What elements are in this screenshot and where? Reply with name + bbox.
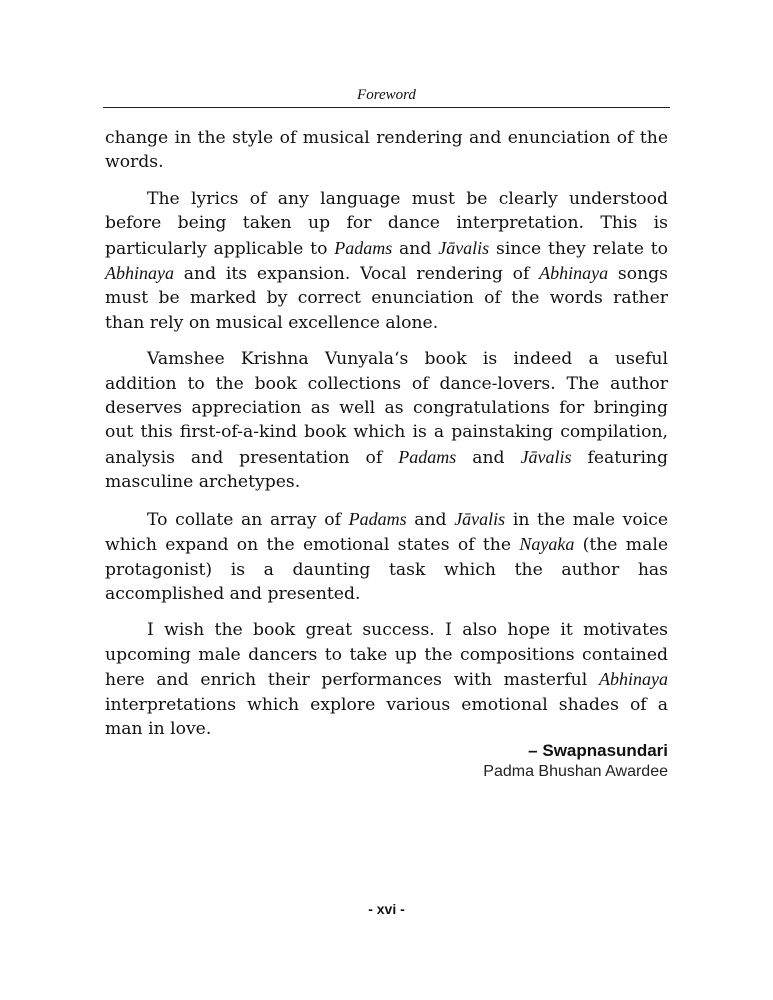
- italic-term: Abhinaya: [105, 263, 174, 284]
- text-run: and its expansion. Vocal rendering of: [174, 264, 540, 285]
- text-run: (the male protagonist) is a daunting task which the author has accomplished and presented.: [105, 535, 668, 604]
- italic-term: Padams: [334, 237, 393, 258]
- foreword-body: [105, 126, 668, 753]
- paragraph-5: [105, 618, 668, 741]
- header-title: Foreword: [357, 87, 416, 103]
- text-run: and: [456, 447, 521, 468]
- text-run: featuring masculine archetypes.: [105, 447, 669, 493]
- italic-term: Padams: [398, 446, 457, 467]
- text-run: I wish the book great success. I also hope it motivates upcoming male dancers to take up the compositions contained here and enrich their performances with masterful: [105, 620, 668, 691]
- signature-block: [483, 740, 668, 782]
- italic-term: Jāvalis: [438, 237, 490, 258]
- text-run: interpretations which explore various emotional shades of a man in love.: [105, 694, 668, 739]
- signature-title: Padma Bhushan Awardee: [483, 763, 668, 780]
- paragraph-1-text: change in the style of musical rendering and enunciation of the words.: [105, 128, 668, 173]
- page-number: - xvi -: [368, 901, 405, 917]
- header-rule: [103, 107, 670, 108]
- paragraph-1: [105, 126, 668, 175]
- italic-term: Abhinaya: [599, 669, 668, 690]
- italic-term: Jāvalis: [454, 508, 506, 529]
- paragraph-4: [105, 507, 668, 607]
- text-run: To collate an array of: [147, 509, 349, 530]
- signature-name: – Swapnasundari: [528, 741, 668, 760]
- text-run: and: [392, 238, 439, 259]
- italic-term: Nayaka: [519, 534, 575, 555]
- italic-term: Padams: [348, 508, 407, 529]
- text-run: and: [406, 509, 455, 530]
- text-run: songs must be marked by correct enunciation of the words rather than rely on musical excellence alone.: [105, 264, 668, 333]
- paragraph-3: [105, 347, 668, 494]
- text-run: Vamshee Krishna Vunyala‘s book is indeed a useful addition to the book collections of dance-lovers. The author deserves appreciation as well as congratulations for bringing out this first-of-a-kind book which is a painstaking compilation, analysis and presentation of: [105, 349, 668, 468]
- italic-term: Abhinaya: [539, 263, 609, 284]
- text-run: in the male voice which expand on the emotional states of the: [105, 509, 668, 556]
- text-run: since they relate to: [489, 238, 668, 259]
- italic-term: Jāvalis: [520, 446, 572, 467]
- running-header: [103, 84, 670, 108]
- paragraph-2: [105, 187, 668, 335]
- text-run: The lyrics of any language must be clearly understood before being taken up for dance interpretation. This is particularly applicable to: [105, 188, 668, 259]
